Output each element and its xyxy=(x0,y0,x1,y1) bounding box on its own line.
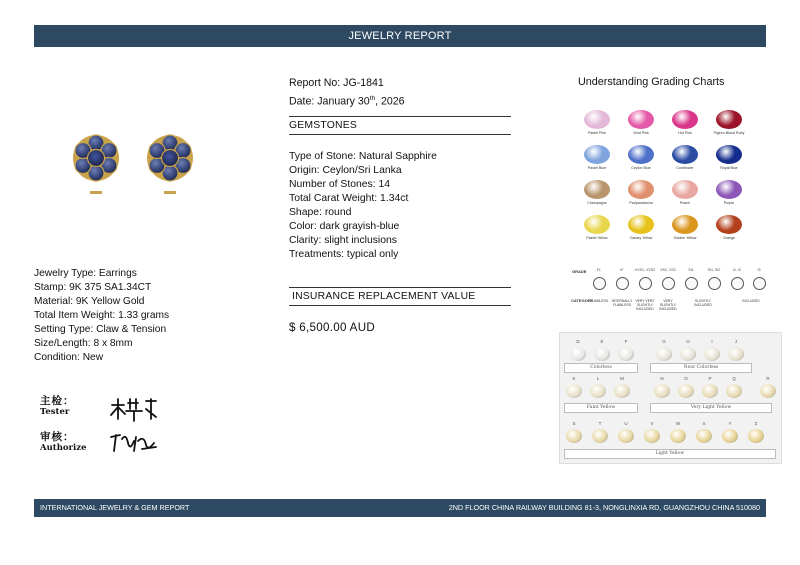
sapphire-color-swatch xyxy=(576,180,618,205)
gemstones-section-title: GEMSTONES xyxy=(289,116,511,135)
gem-line: Shape: round xyxy=(289,207,352,218)
sapphire-color-swatch xyxy=(620,145,662,170)
jewelry-setting: Setting Type: Claw & Tension xyxy=(34,324,167,335)
diamond-color-letter: I xyxy=(711,339,713,344)
sapphire-color-label: Canary Yellow xyxy=(629,236,653,240)
sapphire-color-swatch xyxy=(664,215,706,240)
sapphire-color-swatch xyxy=(576,145,618,170)
diamond-color-sample xyxy=(566,384,582,398)
diamond-color-sample xyxy=(670,429,686,443)
jewelry-size: Size/Length: 8 x 8mm xyxy=(34,338,133,349)
tester-label-cn: 主检： xyxy=(40,395,75,407)
clarity-diamond xyxy=(662,277,675,290)
jewelry-condition: Condition: New xyxy=(34,352,104,363)
clarity-category: VERY VERY SLIGHTLY INCLUDED xyxy=(635,299,655,311)
jewelry-stamp: Stamp: 9K 375 SA1.34CT xyxy=(34,282,152,293)
insurance-value: $ 6,500.00 AUD xyxy=(289,321,376,334)
report-date: Date: January 30th, 2026 xyxy=(289,95,405,108)
clarity-diamond xyxy=(708,277,721,290)
report-header-banner xyxy=(34,25,766,47)
clarity-category: FLAWLESS xyxy=(590,299,608,303)
gem-line: Type of Stone: Natural Sapphire xyxy=(289,151,437,162)
sapphire-gem xyxy=(716,110,742,129)
diamond-color-sample xyxy=(592,429,608,443)
sapphire-color-label: Pigeon Blood Ruby xyxy=(713,131,745,135)
sapphire-gem xyxy=(672,110,698,129)
sapphire-color-label: Orange xyxy=(723,236,735,240)
sapphire-color-label: Vivid Pink xyxy=(633,131,649,135)
gem-line: Treatments: typical only xyxy=(289,249,399,260)
clarity-grade: IF xyxy=(620,268,624,272)
grading-charts-title: Understanding Grading Charts xyxy=(578,76,725,88)
tester-label-en: Tester xyxy=(40,407,70,417)
diamond-color-sample xyxy=(656,347,672,361)
sapphire-color-swatch xyxy=(708,215,750,240)
diamond-color-group: Very Light Yellow xyxy=(650,403,772,413)
diamond-color-sample xyxy=(654,384,670,398)
diamond-color-letter: Y xyxy=(728,421,732,426)
diamond-color-sample xyxy=(702,384,718,398)
diamond-color-group: Colorless xyxy=(564,363,638,373)
clarity-category: INCLUDED xyxy=(742,299,760,303)
sapphire-gem xyxy=(584,145,610,164)
sapphire-color-swatch xyxy=(708,180,750,205)
diamond-color-letter: H xyxy=(686,339,690,344)
clarity-category: SLIGHTLY INCLUDED xyxy=(694,299,712,307)
sapphire-gem xyxy=(628,145,654,164)
sapphire-gem xyxy=(716,215,742,234)
sapphire-color-swatch xyxy=(664,180,706,205)
footer-organization: INTERNATIONAL JEWELRY & GEM REPORT xyxy=(40,503,190,512)
sapphire-color-swatch xyxy=(620,180,662,205)
gem-line: Clarity: slight inclusions xyxy=(289,235,397,246)
diamond-color-letter: F xyxy=(624,339,628,344)
diamond-color-letter: G xyxy=(662,339,666,344)
diamond-color-letter: L xyxy=(596,376,600,381)
authorize-signature xyxy=(108,431,160,455)
clarity-grade: SI1, SI2 xyxy=(707,268,721,272)
gemstone-details xyxy=(289,150,437,262)
authorize-label-cn: 审核： xyxy=(40,431,75,443)
sapphire-color-label: Pastel Yellow xyxy=(586,236,608,240)
clarity-diamond xyxy=(753,277,766,290)
right-earring xyxy=(147,135,193,181)
diamond-color-letter: W xyxy=(675,421,681,426)
report-title: JEWELRY REPORT xyxy=(348,30,452,42)
sapphire-gem xyxy=(672,215,698,234)
sapphire-color-swatch xyxy=(664,110,706,135)
sapphire-gem xyxy=(584,180,610,199)
diamond-color-sample xyxy=(618,429,634,443)
clarity-diamond xyxy=(731,277,744,290)
sapphire-color-label: Purple xyxy=(723,201,735,205)
diamond-color-letter: T xyxy=(598,421,602,426)
sapphire-gem xyxy=(628,215,654,234)
sapphire-color-label: Ceylon Blue xyxy=(631,166,651,170)
gem-line: Number of Stones: 14 xyxy=(289,179,391,190)
sapphire-gem xyxy=(716,145,742,164)
earrings-photo xyxy=(60,118,210,213)
diamond-color-letter: X xyxy=(702,421,706,426)
diamond-color-sample xyxy=(728,347,744,361)
diamond-color-letter: O xyxy=(684,376,688,381)
clarity-category-label: CATEGORY xyxy=(571,298,594,303)
sapphire-color-swatch xyxy=(620,110,662,135)
jewelry-material: Material: 9K Yellow Gold xyxy=(34,296,145,307)
diamond-color-letter: U xyxy=(624,421,628,426)
diamond-color-letter: E xyxy=(600,339,604,344)
clarity-grade: I1, I2 xyxy=(733,268,741,272)
diamond-color-letter: N xyxy=(660,376,664,381)
signature-block xyxy=(40,393,170,463)
clarity-grade: SI1 xyxy=(688,268,694,272)
gem-line: Origin: Ceylon/Sri Lanka xyxy=(289,165,402,176)
diamond-color-sample xyxy=(614,384,630,398)
sapphire-color-swatch xyxy=(620,215,662,240)
diamond-color-sample xyxy=(618,347,634,361)
clarity-category: VERY SLIGHTLY INCLUDED xyxy=(659,299,677,311)
clarity-grade: VVS1, VVS2 xyxy=(634,268,656,272)
sapphire-color-swatch xyxy=(708,145,750,170)
clarity-grade: FL xyxy=(596,268,602,272)
sapphire-gem xyxy=(628,180,654,199)
diamond-color-letter: K xyxy=(572,376,576,381)
jewelry-weight: Total Item Weight: 1.33 grams xyxy=(34,310,170,321)
tester-signature xyxy=(108,397,160,423)
sapphire-color-label: Hot Pink xyxy=(678,131,692,135)
diamond-color-sample xyxy=(696,429,712,443)
diamond-color-sample xyxy=(644,429,660,443)
diamond-color-sample xyxy=(594,347,610,361)
sapphire-color-label: Pastel Pink xyxy=(588,131,606,135)
insurance-section-title: INSURANCE REPLACEMENT VALUE xyxy=(289,287,511,306)
sapphire-gem xyxy=(628,110,654,129)
sapphire-color-label: Peach xyxy=(679,201,691,205)
sapphire-color-label: Royal Blue xyxy=(720,166,738,170)
diamond-color-letter: M xyxy=(620,376,624,381)
left-earring xyxy=(73,135,119,181)
jewelry-type: Jewelry Type: Earrings xyxy=(34,268,137,279)
sapphire-color-label: Golden Yellow xyxy=(673,236,697,240)
diamond-color-group: Faint Yellow xyxy=(564,403,638,413)
report-number: Report No: JG-1841 xyxy=(289,77,384,89)
sapphire-color-swatch xyxy=(664,145,706,170)
sapphire-gem xyxy=(672,180,698,199)
diamond-color-sample xyxy=(678,384,694,398)
diamond-color-sample xyxy=(680,347,696,361)
clarity-grade-label: GRADE xyxy=(572,269,587,274)
diamond-color-sample xyxy=(760,384,776,398)
gem-line: Color: dark grayish-blue xyxy=(289,221,400,232)
clarity-grade: I3 xyxy=(757,268,761,272)
sapphire-color-label: Padparadscha xyxy=(629,201,653,205)
diamond-color-letter: V xyxy=(650,421,654,426)
sapphire-gem xyxy=(672,145,698,164)
sapphire-color-label: Champagne xyxy=(587,201,607,205)
clarity-diamond xyxy=(685,277,698,290)
diamond-color-sample xyxy=(722,429,738,443)
sapphire-color-swatch xyxy=(708,110,750,135)
diamond-color-sample xyxy=(590,384,606,398)
diamond-color-letter: Z xyxy=(754,421,758,426)
diamond-color-group: Near Colorless xyxy=(650,363,752,373)
sapphire-gem xyxy=(584,215,610,234)
diamond-color-sample xyxy=(566,429,582,443)
diamond-color-chart xyxy=(559,332,782,464)
diamond-color-sample xyxy=(704,347,720,361)
diamond-color-letter: P xyxy=(708,376,712,381)
diamond-color-letter: D xyxy=(576,339,580,344)
report-footer-banner xyxy=(34,499,766,517)
diamond-color-sample xyxy=(570,347,586,361)
sapphire-color-label: Pastel Blue xyxy=(587,166,607,170)
diamond-color-group: Light Yellow xyxy=(564,449,776,459)
clarity-diamond xyxy=(593,277,606,290)
clarity-diamond xyxy=(616,277,629,290)
sapphire-color-swatch xyxy=(576,110,618,135)
clarity-diamond xyxy=(639,277,652,290)
sapphire-color-swatch xyxy=(576,215,618,240)
clarity-chart xyxy=(569,266,769,316)
sapphire-gem xyxy=(716,180,742,199)
diamond-color-letter: Q xyxy=(732,376,736,381)
clarity-grade: VS1, VS2 xyxy=(660,268,676,272)
diamond-color-letter: R xyxy=(766,376,770,381)
diamond-color-letter: S xyxy=(572,421,576,426)
clarity-category: INTERNALLY FLAWLESS xyxy=(611,299,633,307)
diamond-color-sample xyxy=(726,384,742,398)
sapphire-gem xyxy=(584,110,610,129)
jewelry-details xyxy=(34,267,169,365)
diamond-color-letter: J xyxy=(734,339,738,344)
sapphire-color-label: Cornflower xyxy=(676,166,694,170)
footer-address: 2ND FLOOR CHINA RAILWAY BUILDING 81-3, NONGLINXIA RD, GUANGZHOU CHINA 510080 xyxy=(448,503,760,512)
authorize-label-en: Authorize xyxy=(40,443,87,453)
diamond-color-sample xyxy=(748,429,764,443)
report-info xyxy=(289,76,405,110)
gem-line: Total Carat Weight: 1.34ct xyxy=(289,193,409,204)
